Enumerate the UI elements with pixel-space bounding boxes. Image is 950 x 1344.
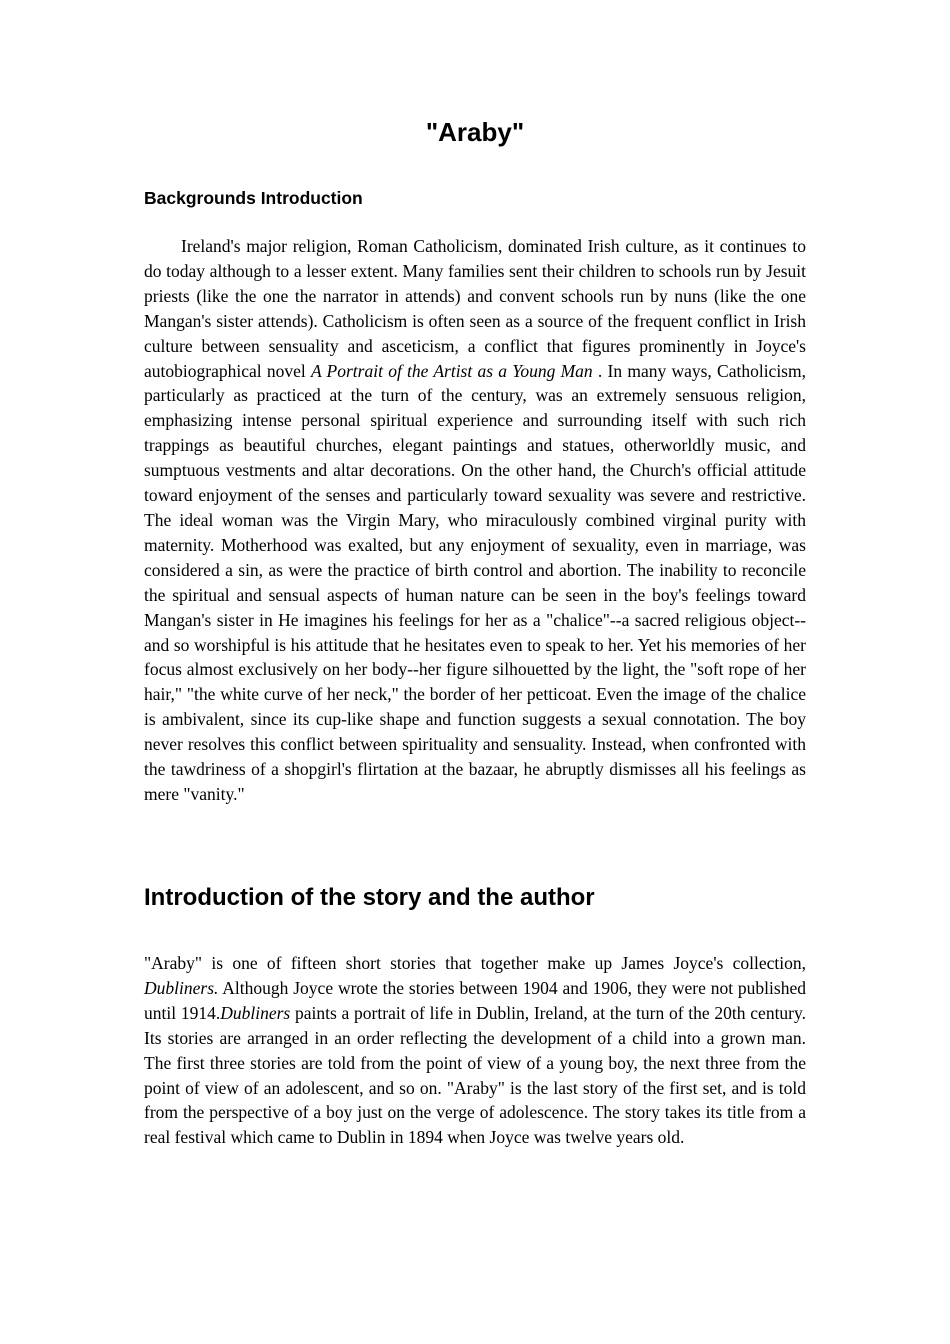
story-text-part1: "Araby" is one of fifteen short stories that together make up James Joyce's collection, <box>144 953 806 973</box>
collection-title-1: Dubliners. <box>144 977 219 998</box>
page-title: "Araby" <box>425 117 525 147</box>
background-heading: Backgrounds Introduction <box>144 188 363 208</box>
background-text-part2: . In many ways, Catholicism, particularly as practiced at the turn of the century, was an extremely sensuous religion, emphasizing intense personal spiritual experience and surrounding itself with such rich trappings as beautiful churches, elegant paintings and statues, otherworldly music, and sumptuous vestments and altar decorations. On the other hand, the Church's official attitude toward enjoyment of the senses and particularly toward sexuality was severe and restrictive. The ideal woman was the Virgin Mary, who miraculously combined virginal purity with maternity. Motherhood was exalted, but any enjoyment of sexuality, even in marriage, was considered a sin, as were the practice of birth control and abortion. The inability to reconcile the spiritual and sensual aspects of human nature can be seen in the boy's feelings toward Mangan's sister in He imagines his feelings for her as a "chalice"--a sacred religious object--and so worshipful is his attitude that he hesitates even to speak to her. Yet his memories of her focus almost exclusively on her body--her figure silhouetted by the light, the "soft rope of her hair," "the white curve of her neck," the border of her petticoat. Even the image of the chalice is ambivalent, since its cup-like shape and function suggests a sexual connotation. The boy never resolves this conflict between spirituality and sensuality. Instead, when confronted with the tawdriness of a shopgirl's flirtation at the bazaar, he abruptly dismisses all his feelings as mere "vanity." <box>144 360 806 804</box>
background-paragraph <box>144 234 806 807</box>
story-text-part3: paints a portrait of life in Dublin, Ireland, at the turn of the 20th century. Its stories are arranged in an order reflecting the development of a child into a grown man. The first three stories are told from the point of view of a young boy, the next three from the point of view of an adolescent, and so on. "Araby" is the last story of the first set, and is told from the perspective of a boy just on the verge of adolescence. The story takes its title from a real festival which came to Dublin in 1894 when Joyce was twelve years old. <box>144 1002 806 1148</box>
background-text-part1: Ireland's major religion, Roman Catholicism, dominated Irish culture, as it continues to do today although to a lesser extent. Many families sent their children to schools run by Jesuit priests (like the one the narrator in attends) and convent schools run by nuns (like the one Mangan's sister attends). Catholicism is often seen as a source of the frequent conflict in Irish culture between sensuality and asceticism, a conflict that figures prominently in Joyce's autobiographical novel <box>144 236 806 381</box>
novel-title: A Portrait of the Artist as a Young Man <box>310 360 593 381</box>
story-paragraph <box>144 951 806 1150</box>
collection-title-2: Dubliners <box>220 1002 291 1023</box>
story-text-part2: Although Joyce wrote the stories between 1904 and 1906, they were not published until 1914. <box>144 977 806 1023</box>
story-heading: Introduction of the story and the author <box>144 884 595 911</box>
